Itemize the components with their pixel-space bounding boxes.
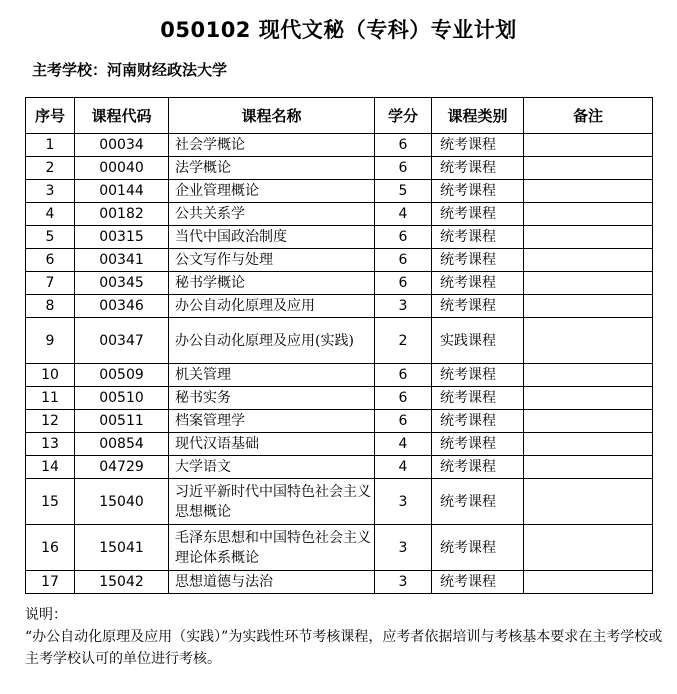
cell-type: 统考课程 bbox=[432, 525, 524, 571]
cell-code: 15041 bbox=[75, 525, 169, 571]
table-row bbox=[26, 525, 653, 571]
cell-code: 00144 bbox=[75, 180, 169, 203]
cell-no: 6 bbox=[26, 249, 75, 272]
host-school: 主考学校：河南财经政法大学 bbox=[32, 61, 228, 79]
cell-credit: 3 bbox=[375, 525, 432, 571]
cell-remark bbox=[524, 571, 653, 594]
cell-code: 00509 bbox=[75, 364, 169, 387]
cell-name: 公文写作与处理 bbox=[169, 249, 375, 272]
cell-credit: 6 bbox=[375, 157, 432, 180]
table-row bbox=[26, 226, 653, 249]
cell-name: 毛泽东思想和中国特色社会主义理论体系概论 bbox=[169, 525, 375, 571]
cell-name: 档案管理学 bbox=[169, 410, 375, 433]
cell-type: 统考课程 bbox=[432, 295, 524, 318]
cell-no: 5 bbox=[26, 226, 75, 249]
cell-code: 00510 bbox=[75, 387, 169, 410]
cell-credit: 5 bbox=[375, 180, 432, 203]
cell-code: 15042 bbox=[75, 571, 169, 594]
header-name: 课程名称 bbox=[169, 98, 375, 134]
header-no: 序号 bbox=[26, 98, 75, 134]
cell-name: 公共关系学 bbox=[169, 203, 375, 226]
cell-no: 14 bbox=[26, 456, 75, 479]
cell-name: 现代汉语基础 bbox=[169, 433, 375, 456]
table-row bbox=[26, 180, 653, 203]
header-credit: 学分 bbox=[375, 98, 432, 134]
cell-remark bbox=[524, 272, 653, 295]
cell-remark bbox=[524, 410, 653, 433]
cell-credit: 6 bbox=[375, 272, 432, 295]
cell-type: 统考课程 bbox=[432, 249, 524, 272]
header-code: 课程代码 bbox=[75, 98, 169, 134]
cell-credit: 3 bbox=[375, 571, 432, 594]
table-row bbox=[26, 134, 653, 157]
cell-no: 11 bbox=[26, 387, 75, 410]
cell-code: 00341 bbox=[75, 249, 169, 272]
cell-credit: 2 bbox=[375, 318, 432, 364]
cell-no: 15 bbox=[26, 479, 75, 525]
cell-type: 统考课程 bbox=[432, 387, 524, 410]
cell-no: 1 bbox=[26, 134, 75, 157]
cell-no: 9 bbox=[26, 318, 75, 364]
table-row bbox=[26, 295, 653, 318]
cell-type: 统考课程 bbox=[432, 479, 524, 525]
cell-credit: 4 bbox=[375, 433, 432, 456]
table-row bbox=[26, 479, 653, 525]
cell-name: 大学语文 bbox=[169, 456, 375, 479]
header-remark: 备注 bbox=[524, 98, 653, 134]
cell-code: 00854 bbox=[75, 433, 169, 456]
cell-credit: 4 bbox=[375, 203, 432, 226]
cell-code: 00511 bbox=[75, 410, 169, 433]
cell-name: 办公自动化原理及应用(实践) bbox=[169, 318, 375, 364]
cell-name: 机关管理 bbox=[169, 364, 375, 387]
cell-name: 秘书实务 bbox=[169, 387, 375, 410]
cell-name: 社会学概论 bbox=[169, 134, 375, 157]
cell-code: 00346 bbox=[75, 295, 169, 318]
table-row bbox=[26, 456, 653, 479]
cell-credit: 6 bbox=[375, 249, 432, 272]
cell-credit: 6 bbox=[375, 364, 432, 387]
cell-credit: 6 bbox=[375, 387, 432, 410]
cell-no: 10 bbox=[26, 364, 75, 387]
cell-type: 统考课程 bbox=[432, 180, 524, 203]
table-row bbox=[26, 272, 653, 295]
cell-remark bbox=[524, 479, 653, 525]
cell-remark bbox=[524, 295, 653, 318]
cell-no: 17 bbox=[26, 571, 75, 594]
cell-code: 00034 bbox=[75, 134, 169, 157]
cell-remark bbox=[524, 203, 653, 226]
table-header-row bbox=[26, 98, 653, 134]
cell-type: 统考课程 bbox=[432, 134, 524, 157]
cell-remark bbox=[524, 364, 653, 387]
table-row bbox=[26, 410, 653, 433]
cell-remark bbox=[524, 456, 653, 479]
cell-code: 15040 bbox=[75, 479, 169, 525]
cell-no: 7 bbox=[26, 272, 75, 295]
cell-code: 04729 bbox=[75, 456, 169, 479]
cell-remark bbox=[524, 134, 653, 157]
cell-remark bbox=[524, 157, 653, 180]
cell-credit: 3 bbox=[375, 479, 432, 525]
notes bbox=[25, 604, 670, 670]
cell-credit: 3 bbox=[375, 295, 432, 318]
cell-remark bbox=[524, 525, 653, 571]
cell-no: 12 bbox=[26, 410, 75, 433]
cell-remark bbox=[524, 180, 653, 203]
cell-credit: 4 bbox=[375, 456, 432, 479]
cell-name: 秘书学概论 bbox=[169, 272, 375, 295]
cell-name: 习近平新时代中国特色社会主义思想概论 bbox=[169, 479, 375, 525]
cell-code: 00182 bbox=[75, 203, 169, 226]
cell-remark bbox=[524, 318, 653, 364]
cell-credit: 6 bbox=[375, 410, 432, 433]
page-title: 050102 现代文秘（专科）专业计划 bbox=[160, 18, 517, 42]
cell-type: 统考课程 bbox=[432, 272, 524, 295]
table-row bbox=[26, 318, 653, 364]
cell-no: 8 bbox=[26, 295, 75, 318]
cell-no: 13 bbox=[26, 433, 75, 456]
cell-no: 3 bbox=[26, 180, 75, 203]
table-row bbox=[26, 364, 653, 387]
table-row bbox=[26, 387, 653, 410]
table-row bbox=[26, 433, 653, 456]
course-plan-table bbox=[25, 97, 653, 594]
notes-label: 说明： bbox=[25, 607, 67, 623]
cell-remark bbox=[524, 249, 653, 272]
cell-name: 思想道德与法治 bbox=[169, 571, 375, 594]
cell-code: 00347 bbox=[75, 318, 169, 364]
table-row bbox=[26, 571, 653, 594]
cell-credit: 6 bbox=[375, 134, 432, 157]
table-row bbox=[26, 157, 653, 180]
cell-type: 统考课程 bbox=[432, 226, 524, 249]
cell-name: 当代中国政治制度 bbox=[169, 226, 375, 249]
cell-remark bbox=[524, 226, 653, 249]
cell-type: 统考课程 bbox=[432, 364, 524, 387]
cell-remark bbox=[524, 387, 653, 410]
cell-code: 00345 bbox=[75, 272, 169, 295]
table-row bbox=[26, 203, 653, 226]
cell-type: 实践课程 bbox=[432, 318, 524, 364]
cell-name: 办公自动化原理及应用 bbox=[169, 295, 375, 318]
cell-type: 统考课程 bbox=[432, 410, 524, 433]
cell-no: 16 bbox=[26, 525, 75, 571]
cell-name: 法学概论 bbox=[169, 157, 375, 180]
cell-no: 4 bbox=[26, 203, 75, 226]
cell-type: 统考课程 bbox=[432, 157, 524, 180]
cell-code: 00315 bbox=[75, 226, 169, 249]
cell-remark bbox=[524, 433, 653, 456]
cell-type: 统考课程 bbox=[432, 456, 524, 479]
cell-type: 统考课程 bbox=[432, 571, 524, 594]
cell-type: 统考课程 bbox=[432, 433, 524, 456]
table-row bbox=[26, 249, 653, 272]
cell-code: 00040 bbox=[75, 157, 169, 180]
cell-no: 2 bbox=[26, 157, 75, 180]
cell-type: 统考课程 bbox=[432, 203, 524, 226]
cell-name: 企业管理概论 bbox=[169, 180, 375, 203]
cell-credit: 6 bbox=[375, 226, 432, 249]
notes-text: “办公自动化原理及应用（实践）”为实践性环节考核课程，应考者依据培训与考核基本要求在主考学校或主考学校认可的单位进行考核。 bbox=[25, 629, 663, 667]
header-type: 课程类别 bbox=[432, 98, 524, 134]
